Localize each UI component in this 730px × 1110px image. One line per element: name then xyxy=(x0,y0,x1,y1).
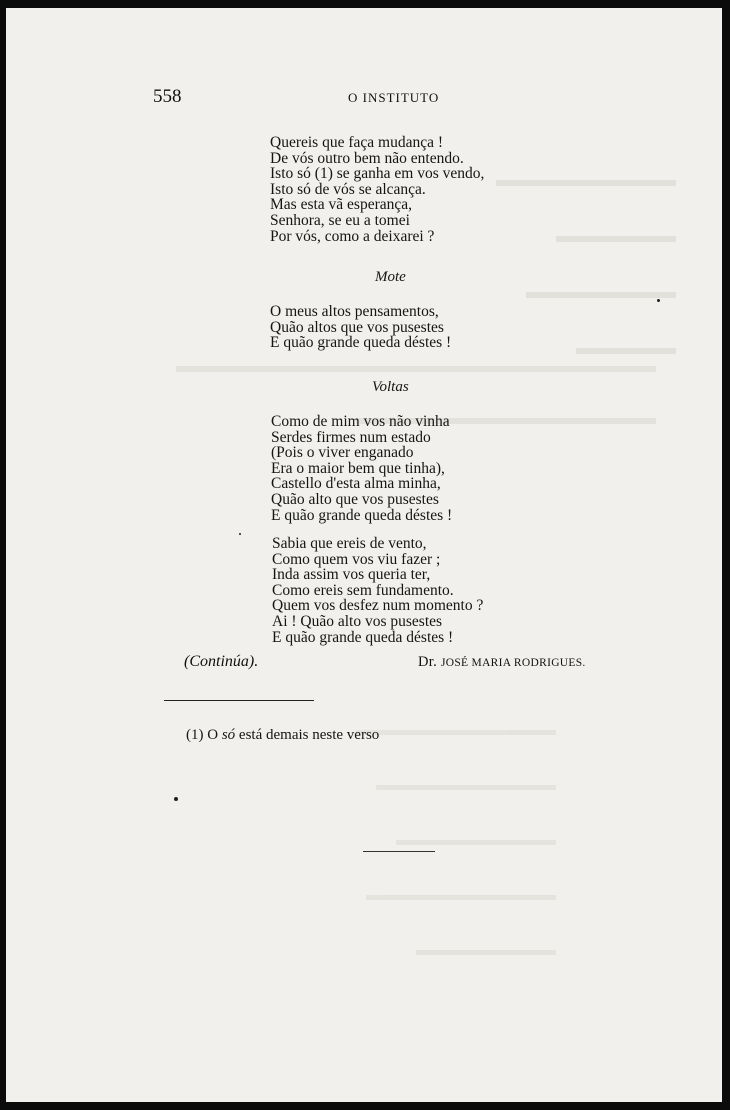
footnote-marker: (1) O xyxy=(186,727,219,743)
verse-line: Como ereis sem fundamento. xyxy=(272,581,454,599)
continuation-note: (Continúa). xyxy=(184,653,259,670)
verse-line: Era o maior bem que tinha), xyxy=(271,459,445,477)
verse-line: Castello d'esta alma minha, xyxy=(271,475,441,493)
footnote xyxy=(186,727,379,744)
verse-line: De vós outro bem não entendo. xyxy=(270,149,464,167)
journal-title: O INSTITUTO xyxy=(348,90,440,105)
mote-heading: Mote xyxy=(375,269,406,285)
verse-line: Mas esta vã esperança, xyxy=(270,196,413,214)
ink-speck xyxy=(174,797,178,801)
author-name: JOSÉ MARIA RODRIGUES. xyxy=(440,657,586,669)
section-end-rule xyxy=(363,851,435,852)
voltas-heading: Voltas xyxy=(372,379,409,395)
verse-line: Senhora, se eu a tomei xyxy=(270,211,410,229)
verse-line: Ai ! Quão alto vos pusestes xyxy=(272,612,443,630)
ink-speck xyxy=(239,533,241,535)
voltas-stanza-b xyxy=(272,536,483,645)
author-signature xyxy=(418,654,586,671)
stanza-1 xyxy=(270,135,484,244)
verse-line: E quão grande queda déstes ! xyxy=(272,628,454,646)
verse-line: Por vós, como a deixarei ? xyxy=(270,227,435,245)
page-number: 558 xyxy=(153,86,182,107)
document-page xyxy=(6,8,722,1102)
verse-line: Inda assim vos queria ter, xyxy=(272,566,431,584)
verse-line: (Pois o viver enganado xyxy=(271,444,414,462)
verse-line: Quereis que faça mudança ! xyxy=(270,134,443,151)
bleed-through-texture xyxy=(476,138,676,288)
ink-speck xyxy=(657,299,660,302)
verse-line: Sabia que ereis de vento, xyxy=(272,535,427,552)
verse-line: E quão grande queda déstes ! xyxy=(271,506,453,524)
verse-line: E quão grande queda déstes ! xyxy=(270,334,452,352)
verse-line: Quão alto que vos pusestes xyxy=(271,490,439,508)
footnote-divider xyxy=(164,700,314,701)
voltas-stanza-a xyxy=(271,414,452,523)
verse-line: Quem vos desfez num momento ? xyxy=(272,597,484,615)
author-prefix: Dr. xyxy=(418,654,438,670)
verse-line: Como quem vos viu fazer ; xyxy=(272,550,441,568)
footnote-text: está demais neste verso xyxy=(238,727,380,743)
verse-line: Serdes firmes num estado xyxy=(271,428,431,446)
footnote-emphasis: só xyxy=(221,727,236,743)
verse-line: Isto só de vós se alcança. xyxy=(270,180,426,198)
verse-line: Isto só (1) se ganha em vos vendo, xyxy=(270,165,485,183)
bleed-through-texture-3 xyxy=(306,688,556,888)
verse-line: O meus altos pensamentos, xyxy=(270,303,439,320)
verse-line: Como de mim vos não vinha xyxy=(271,413,450,430)
verse-line: Quão altos que vos pusestes xyxy=(270,318,444,336)
mote-stanza xyxy=(270,304,451,351)
